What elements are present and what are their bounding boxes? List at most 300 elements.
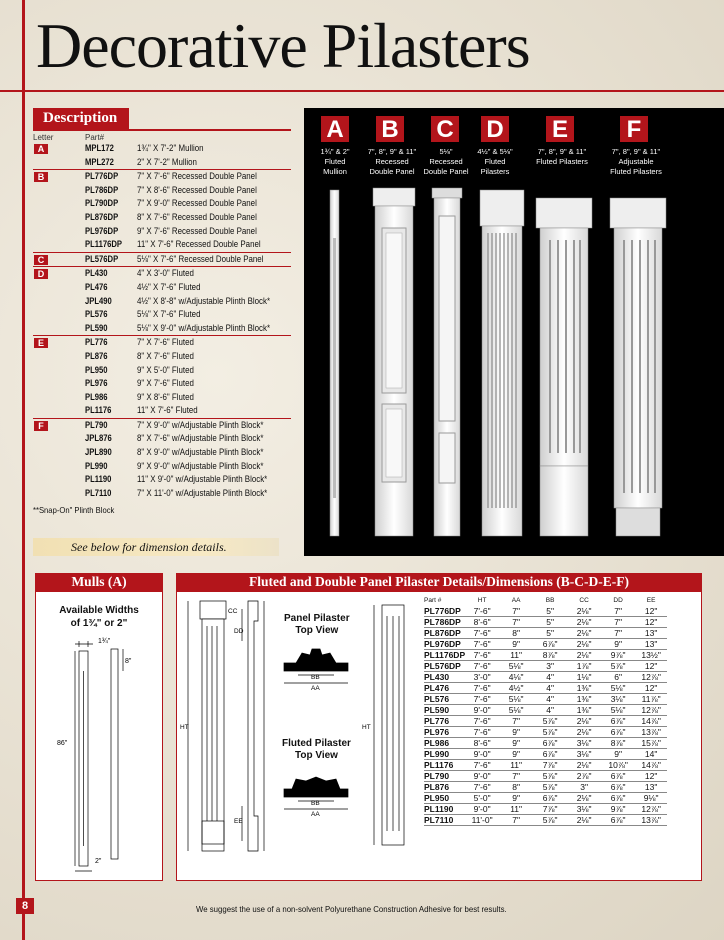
dim-cell: 6⅞" [533,737,567,748]
pilaster-caption-b: 7", 8", 9" & 11" Recessed Double Panel [367,147,417,176]
dim-part-number: PL590 [424,704,465,715]
part-description: 9" X 8'-6" Fluted [137,391,194,402]
pilaster-caption-f: 7", 8", 9" & 11" Adjustable Fluted Pilasters [610,147,662,176]
label-ht-left: HT [180,724,189,731]
part-description: 9" X 7'-6" Recessed Double Panel [137,225,257,236]
dim-cell: 15⅞" [635,737,667,748]
dim-cell: 6⅞" [533,748,567,759]
dim-cell: 14⅞" [635,715,667,726]
part-row [33,446,291,460]
dim-cell: 2⅛" [567,792,601,803]
table-row [424,606,667,617]
dim-cell: 12⅞" [635,671,667,682]
part-number: JPL876 [85,433,112,444]
dim-cell: 14⅞" [635,759,667,770]
dim-cell: 5" [533,627,567,638]
label-bb-fluted: BB [311,800,320,807]
dim-part-number: PL976 [424,726,465,737]
dim-cell: 14" [635,748,667,759]
part-description: 8" X 7'-6" Recessed Double Panel [137,211,257,222]
dim-cell: 6⅞" [601,715,635,726]
part-group-c [33,252,291,267]
table-row [424,649,667,660]
part-description: 5⅛" X 7'-6" Recessed Double Panel [137,253,264,264]
part-row [33,432,291,446]
dim-cell: 8⅞" [601,737,635,748]
pilaster-f-drawing [610,198,666,536]
dim-part-number: PL876DP [424,627,465,638]
title-red-rule [0,90,724,92]
dim-cell: 7'-6" [465,660,499,671]
pilaster-d-drawing [480,190,524,536]
dim-cell: 13½" [635,649,667,660]
part-description: 5⅛" X 7'-6" Fluted [137,309,201,320]
part-row [33,336,291,350]
part-number: PL1176 [85,405,112,416]
part-number: PL976DP [85,225,119,236]
dim-cell: 1⅜" [567,704,601,715]
dim-cell: 3'-0" [465,671,499,682]
part-description: 11" X 7'-6" Recessed Double Panel [137,239,261,250]
dim-cell: 5⅛" [601,704,635,715]
part-number: PL776 [85,337,108,348]
dimensions-column-header: EE [646,596,656,604]
dimensions-header-row [424,595,667,606]
dim-cell: 2⅛" [567,814,601,825]
part-row [33,170,291,184]
dim-cell: 6⅞" [601,814,635,825]
dim-cell: 1⅜" [567,682,601,693]
part-number: PL1190 [85,474,112,485]
dim-cell: 9" [601,638,635,649]
dim-cell: 8'-6" [465,737,499,748]
dim-cell: 12" [635,682,667,693]
part-row [33,267,291,281]
mull-dim-top: 1¾" [98,638,111,645]
pilaster-b-drawing [373,188,415,536]
dimensions-table [424,595,667,826]
table-row [424,682,667,693]
part-row [33,211,291,225]
pilaster-tab-c: C [431,116,459,142]
part-row [33,460,291,474]
group-letter-badge: A [34,144,48,154]
part-number: PL786DP [85,184,119,195]
dim-cell: 7" [499,606,533,617]
mulls-drawing [35,591,163,881]
part-number: JPL890 [85,447,112,458]
dim-cell: 3⅛" [567,737,601,748]
table-row [424,792,667,803]
dim-cell: 4" [533,693,567,704]
part-description: 1¾" X 7'-2" Mullion [137,143,204,153]
part-number: PL430 [85,268,108,279]
dim-cell: 1⅞" [567,660,601,671]
part-group-d [33,266,291,335]
dim-cell: 7" [499,616,533,627]
panel-top-view-label: Panel Pilaster Top View [284,613,350,636]
dim-cell: 2⅛" [567,715,601,726]
dim-cell: 11" [499,649,533,660]
pilaster-drawings [304,108,724,556]
table-row [424,693,667,704]
part-row [33,473,291,487]
dim-cell: 5⅞" [533,726,567,737]
dim-part-number: PL476 [424,682,465,693]
dim-cell: 6⅞" [533,638,567,649]
dim-cell: 4⅛" [499,671,533,682]
dimensions-column-header: AA [511,596,521,604]
part-row [33,404,291,418]
part-number: PL790DP [85,198,119,209]
table-row [424,638,667,649]
part-row [33,197,291,211]
dim-cell: 3" [567,781,601,792]
label-ee: EE [234,818,243,825]
dim-cell: 11'-0" [465,814,499,825]
part-row [33,238,291,252]
part-description: 11" X 9'-0" w/Adjustable Plinth Block* [137,474,268,485]
description-rule [33,129,291,131]
part-row [33,295,291,309]
dim-cell: 7" [499,814,533,825]
part-row [33,184,291,198]
dim-cell: 7'-6" [465,638,499,649]
dim-cell: 2⅛" [567,606,601,617]
part-number: PL876 [85,350,108,361]
dim-cell: 9'-0" [465,704,499,715]
dim-cell: 8'-6" [465,616,499,627]
dim-cell: 12" [635,660,667,671]
dim-cell: 6⅞" [601,770,635,781]
table-row [424,660,667,671]
label-aa-panel: AA [311,685,320,692]
dim-cell: 11⅞" [635,693,667,704]
group-letter-badge: D [34,269,48,279]
dim-cell: 9" [499,748,533,759]
table-row [424,748,667,759]
dim-cell: 9⅞" [601,649,635,660]
description-header: Description [33,108,129,129]
parts-list [33,142,291,500]
table-row [424,737,667,748]
see-below-note: See below for dimension details. [33,538,279,556]
table-row [424,803,667,814]
dim-cell: 5⅛" [499,704,533,715]
dim-cell: 7" [499,715,533,726]
dim-part-number: PL786DP [424,616,465,627]
part-description: 8" X 9'-0" w/Adjustable Plinth Block* [137,447,264,458]
part-description: 7" X 9'-0" Recessed Double Panel [137,198,257,209]
dim-cell: 9'-0" [465,770,499,781]
dim-cell: 9" [499,638,533,649]
table-row [424,704,667,715]
dim-cell: 7'-6" [465,715,499,726]
dim-cell: 9" [499,726,533,737]
dim-cell: 12⅞" [635,803,667,814]
dim-part-number: PL576DP [424,660,465,671]
part-number: PL576 [85,309,108,320]
dim-cell: 2⅛" [567,616,601,627]
dim-cell: 7'-6" [465,649,499,660]
label-bb-panel: BB [311,674,320,681]
part-number: MPL172 [85,143,114,153]
part-row [33,350,291,364]
dim-part-number: PL990 [424,748,465,759]
dim-cell: 3⅛" [567,748,601,759]
dim-cell: 7'-6" [465,606,499,617]
pilaster-tab-e: E [546,116,574,142]
dim-cell: 4" [533,682,567,693]
dimensions-column-header: CC [579,596,589,604]
left-red-rule [22,0,25,940]
dim-cell: 2⅛" [567,627,601,638]
dim-part-number: PL1176DP [424,649,466,660]
dim-cell: 3⅛" [567,803,601,814]
group-letter-badge: B [34,172,48,182]
dim-cell: 7⅞" [533,759,567,770]
table-row [424,759,667,770]
table-row [424,671,667,682]
dim-cell: 9⅛" [635,792,667,803]
dim-part-number: PL776 [424,715,465,726]
pilaster-caption-e: 7", 8", 9" & 11" Fluted Pilasters [536,147,588,166]
pilaster-a-drawing [330,190,339,536]
table-row [424,814,667,825]
dim-cell: 5⅞" [533,781,567,792]
dim-cell: 6⅞" [601,726,635,737]
dim-cell: 7'-6" [465,682,499,693]
dim-cell: 5⅛" [601,682,635,693]
dimensions-column-header: BB [545,596,555,604]
plinth-footnote: **Snap-On" Plinth Block [33,505,115,515]
part-number: MPL272 [85,156,114,167]
dim-cell: 8" [499,781,533,792]
dim-cell: 3" [533,660,567,671]
part-row [33,419,291,433]
dim-cell: 5⅞" [533,770,567,781]
dim-cell: 13⅞" [635,814,667,825]
dim-cell: 7" [499,770,533,781]
dim-cell: 1⅜" [567,693,601,704]
part-group-e [33,335,291,418]
pilaster-tab-a: A [321,116,349,142]
dim-part-number: PL790 [424,770,465,781]
dim-part-number: PL986 [424,737,465,748]
part-number: PL990 [85,460,108,471]
dim-part-number: PL430 [424,671,465,682]
pilaster-caption-a: 1¾" & 2" Fluted Mullion [320,147,350,176]
mull-dim-bottom: 2" [95,858,102,865]
dim-cell: 7'-6" [465,627,499,638]
dim-cell: 7'-6" [465,759,499,770]
dim-cell: 7'-6" [465,781,499,792]
pilaster-tab-d: D [481,116,509,142]
dim-cell: 2⅛" [567,726,601,737]
dim-part-number: PL576 [424,693,465,704]
part-group-a [33,142,291,169]
part-row [33,253,291,267]
part-description: 7" X 9'-0" w/Adjustable Plinth Block* [137,419,264,430]
dim-cell: 12⅞" [635,704,667,715]
col-part: Part# [85,133,105,142]
part-description: 5⅛" X 9'-0" w/Adjustable Plinth Block* [137,322,271,333]
table-row [424,781,667,792]
fluted-top-view-label: Fluted Pilaster Top View [282,738,351,761]
table-row [424,726,667,737]
dim-cell: 13" [635,638,667,649]
part-description: 9" X 9'-0" w/Adjustable Plinth Block* [137,460,264,471]
dim-cell: 13" [635,781,667,792]
dimensions-column-header: DD [613,596,623,604]
mull-dim-height: 86" [57,740,68,747]
dim-cell: 12" [635,770,667,781]
dim-cell: 9" [499,737,533,748]
dim-cell: 6⅞" [601,792,635,803]
part-description: 11" X 7'-6" Fluted [137,405,198,416]
dim-cell: 8⅞" [533,649,567,660]
label-cc: CC [228,608,238,615]
dim-part-number: PL1190 [424,803,465,814]
part-row [33,308,291,322]
dim-cell: 5⅛" [499,660,533,671]
dimensions-column-header: Part # [424,596,442,604]
part-number: PL950 [85,364,108,375]
dim-cell: 9⅞" [601,803,635,814]
part-number: PL576DP [85,253,119,264]
part-description: 7" X 8'-6" Recessed Double Panel [137,184,257,195]
dim-cell: 2⅛" [567,638,601,649]
dim-cell: 7'-6" [465,726,499,737]
mulls-header: Mulls (A) [35,573,163,591]
dim-part-number: PL976DP [424,638,465,649]
dim-cell: 9" [601,748,635,759]
dim-cell: 13⅞" [635,726,667,737]
dim-cell: 3⅛" [601,693,635,704]
dim-cell: 5'-0" [465,792,499,803]
dim-cell: 12" [635,606,667,617]
dim-cell: 6" [601,671,635,682]
dim-cell: 5⅞" [533,715,567,726]
part-description: 8" X 7'-6" w/Adjustable Plinth Block* [137,433,264,444]
table-row [424,616,667,627]
part-group-b [33,169,291,252]
group-letter-badge: F [34,421,48,431]
dim-cell: 9" [499,792,533,803]
mull-dim-side: 8" [125,658,132,665]
part-description: 2" X 7'-2" Mullion [137,156,197,167]
group-letter-badge: E [34,338,48,348]
dim-cell: 5⅞" [533,814,567,825]
dim-cell: 7⅞" [533,803,567,814]
dim-cell: 12" [635,616,667,627]
dim-cell: 10⅞" [601,759,635,770]
part-description: 9" X 7'-6" Fluted [137,378,194,389]
dim-cell: 2⅛" [567,649,601,660]
dim-cell: 4½" [499,682,533,693]
part-row [33,225,291,239]
part-description: 9" X 5'-0" Fluted [137,364,194,375]
part-row [33,322,291,336]
part-description: 8" X 7'-6" Fluted [137,350,194,361]
dim-cell: 11" [499,759,533,770]
dim-cell: 5⅛" [499,693,533,704]
part-description: 7" X 7'-6" Fluted [137,337,194,348]
dim-cell: 2⅞" [567,770,601,781]
pilaster-tab-f: F [620,116,648,142]
dim-cell: 7" [601,616,635,627]
details-header: Fluted and Double Panel Pilaster Details/Dimensions (B-C-D-E-F) [176,573,702,591]
part-number: PL476 [85,281,108,292]
dim-cell: 6⅞" [601,781,635,792]
dim-cell: 9'-0" [465,803,499,814]
footer-note: We suggest the use of a non-solvent Polyurethane Construction Adhesive for best results. [196,904,507,914]
part-row [33,391,291,405]
part-description: 4½" X 8'-8" w/Adjustable Plinth Block* [137,295,271,306]
part-description: 7" X 7'-6" Recessed Double Panel [137,171,257,182]
dimensions-column-header: HT [477,596,487,604]
part-description: 4½" X 7'-6" Fluted [137,281,201,292]
part-group-f [33,418,291,501]
part-number: JPL490 [85,295,112,306]
col-letter: Letter [33,133,54,142]
part-number: PL776DP [85,171,119,182]
group-letter-badge: C [34,255,48,265]
dim-cell: 5⅞" [601,660,635,671]
dim-cell: 7'-6" [465,693,499,704]
dim-part-number: PL776DP [424,606,465,617]
label-aa-fluted: AA [311,811,320,818]
part-number: PL7110 [85,487,112,498]
dim-cell: 2⅛" [567,759,601,770]
part-row [33,487,291,501]
page-title: Decorative Pilasters [36,10,530,81]
dim-cell: 13" [635,627,667,638]
dim-cell: 9'-0" [465,748,499,759]
page-number: 8 [16,898,34,914]
dim-cell: 7" [601,606,635,617]
part-number: PL976 [85,378,108,389]
pilaster-caption-c: 5⅛" Recessed Double Panel [423,147,469,176]
pilaster-caption-d: 4½" & 5⅛" Fluted Pilasters [477,147,513,176]
table-row [424,627,667,638]
dim-cell: 1⅛" [567,671,601,682]
pilaster-tab-b: B [376,116,404,142]
pilaster-e-drawing [536,198,592,536]
available-widths: Available Widths of 1¾" or 2" [59,605,139,629]
dim-part-number: PL7110 [424,814,465,825]
dim-cell: 5" [533,606,567,617]
dim-part-number: PL950 [424,792,465,803]
part-description: 4" X 3'-0" Fluted [137,268,194,279]
part-number: PL986 [85,391,108,402]
dim-part-number: PL876 [424,781,465,792]
pilaster-c-drawing [432,188,462,536]
table-row [424,715,667,726]
label-ht-right: HT [362,724,371,731]
part-row [33,142,291,156]
dim-cell: 5" [533,616,567,627]
part-row [33,281,291,295]
dim-cell: 4" [533,671,567,682]
dim-cell: 6⅞" [533,792,567,803]
table-row [424,770,667,781]
dim-cell: 7" [601,627,635,638]
part-number: PL790 [85,419,108,430]
label-dd: DD [234,628,244,635]
part-row [33,377,291,391]
part-number: PL876DP [85,211,119,222]
